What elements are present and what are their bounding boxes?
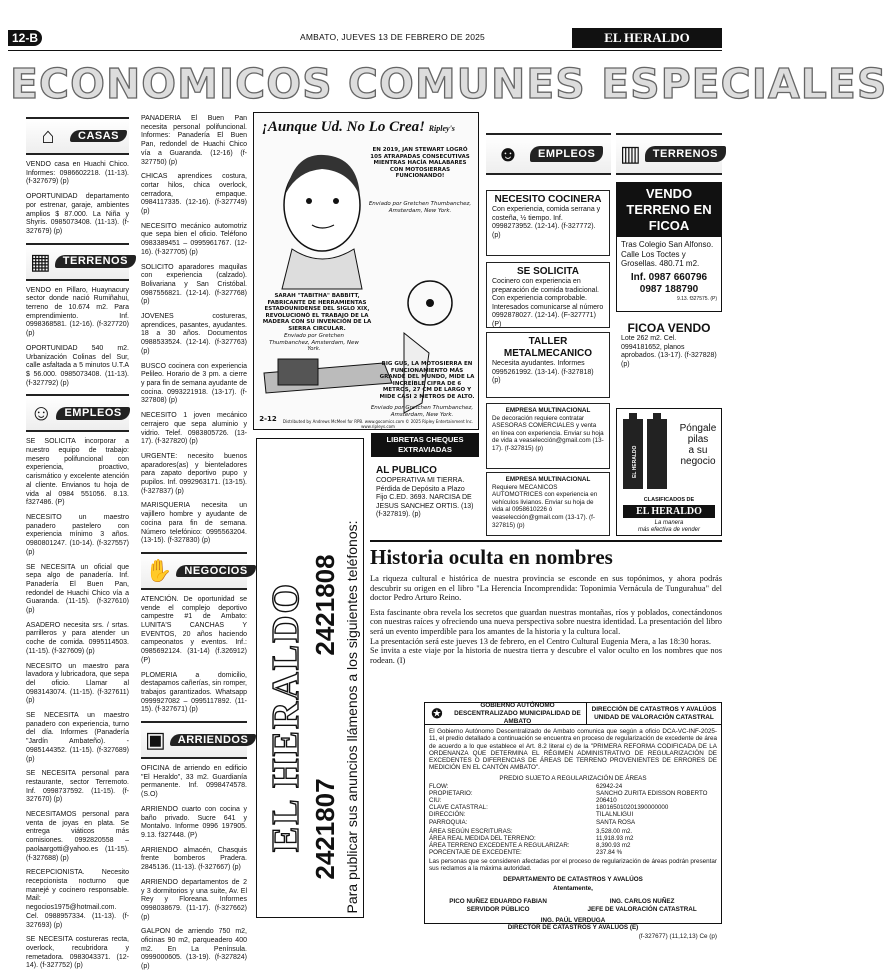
notice-header [425,703,721,725]
cocinera-ad [486,190,610,256]
comic-caption-3: BIG GUS, LA MOTOSIERRA EN FUNCIONAMIENTO MÁS GRANDE DEL MUNDO, MIDE LA INCREÍBLE CIFRA DE 6 METROS, 27 CM DE LARGO Y MIDE CASI 2 METROS DE ALTO. [379,361,475,400]
category-arriendos [141,721,247,759]
signatures-row [429,898,717,913]
newspaper-brand: EL HERALDO [572,28,722,48]
ficoa-ad [616,318,722,402]
al-publico-title: AL PUBLICO [376,465,437,476]
page-number: 12-B [8,30,42,46]
classified-ad: CHICAS aprendices costura, cortar hilos, chica overlock, cerradora, empaque. 0984117335. (12-16). (f-327749) (p) [141,173,247,216]
story-paragraph: La presentación será este jueves 13 de febrero, en el Centro Cultural Eugenia Mera, a las 18:30 horas. [370,636,711,646]
classified-ad: VENDO en Pillaro, Huaynacury sector donde nació Rumiñahui, terreno de 10.674 m2. Para emprendimiento. Inf. 0998368581. (12-16). (f-327720) (p) [26,286,129,338]
category-label: EMPLEOS [56,407,129,420]
row-key: FLOW: [429,783,449,791]
ad-title: FICOA VENDO [627,321,711,335]
table-row [429,811,717,818]
classified-ad: SE SOLICITA incorporar a nuestro equipo de trabajo: mesero polifuncional con experiencia, proactivo, carismático y excelente atención al cliente. Envianos tu hoja de vida al 0984 551056. 8.13. f327486. (P) [26,438,129,507]
vertical-ad-content [265,493,361,941]
vertical-brand: EL HERALDO [265,581,307,853]
row-value: SANCHO ZURITA EDISSON ROBERTO [596,790,708,798]
notice-dept: DIRECCIÓN DE CATASTROS Y AVALÚOS UNIDAD DE VALORACIÓN CATASTRAL [591,705,717,721]
category-terrenos-2 [616,133,722,175]
classified-ad: ARRIENDO cuarto con cocina y baño privado. Sucre 641 y Montalvo. Informe 0996 197905. 9.13. f327448. (P) [141,805,247,839]
row-value: 237.84 % [596,848,623,856]
notice-org: GOBIERNO AUTÓNOMO DESCENTRALIZADO MUNICIPALIDAD DE AMBATO [449,703,587,724]
story-paragraph: Esta fascinante obra revela los secretos que guardan nuestras montañas, ríos y poblados, conectándonos con nuestras raíces y ofreciendo una nueva perspectiva sobre nuestra identidad. La presentación del libro será un evento imperdible para los amantes de la historia y la cultura local. [370,607,722,636]
row-value: 62942-24 [596,783,623,791]
classified-ad: NECESITO un maestro panadero pastelero con experiencia mínimo 3 años. 0980801247. (10-14). (f-327557) (p) [26,513,129,556]
notice-claims: Las personas que se consideren afectadas por el proceso de regularización de áreas podrán presentar sus reclamos a la máxima autoridad. [429,858,717,873]
classified-ad: SE NECESITA costureras recta, overlock, recubridora y remetadora. 0983043371. (12-14). (f-327752) (p) [26,936,129,970]
notice-department: DEPARTAMENTO DE CATASTROS Y AVALÚOS [503,875,643,883]
comic-footer: Distributed by Andrews McMeel for RPB. www.gocomics.com © 2025 Ripley Entertainment Inc. www.ripleys.com [282,419,474,429]
ad-title: SE SOLICITA [516,266,580,277]
comic-caption-2: SARAH "TABITHA" BABBITT, FABRICANTE DE HERRAMIENTAS ESTADOUNIDENSE DEL SIGLO XIX, REVOLUCIONÓ EL TRABAJO DE LA MADERA CON SU INVENCIÓN DE LA SIERRA CIRCULAR. [262,293,372,332]
comic-code: 2-12 [259,415,277,423]
row-value: 11,918.93 m2 [596,834,634,842]
classified-ad: NECESITO 1 joven mecánico cerrajero que sepa aluminio y vidrio. Telef. 0983805726. (13-17). (f-327820) (p) [141,412,247,446]
phone-2: 2421808 [310,554,340,656]
category-label: CASAS [70,130,127,143]
row-key: PORCENTAJE DE EXCEDENTE: [429,848,522,856]
row-key: CIU: [429,797,442,805]
classified-ad: ARRIENDO almacén, Chasquis frente bomberos Pradera. 2845136. (11-13). (f-327667) (p) [141,846,247,872]
classified-ad: MARISQUERIA necesita un vajillero hombre y ayudante de cocina para fin de semana. Número telefónico: 0995563204. (13-15). (f-327830) (p) [141,502,247,545]
category-label: EMPLEOS [530,146,603,162]
classified-ad: PLOMERIA a domicilio, destapamos cañerías, sin romper, trabajos garantizados. Whatsapp 0999927082 – 0995117892. (11-15). (f-327671) (p) [141,671,247,714]
row-key: CLAVE CATASTRAL: [429,804,488,812]
category-terrenos [26,243,129,281]
al-publico-text: COOPERATIVA MI TIERRA. Pérdida de Depósito a Plazo Fijo C.ED. 3693. NARCISA DE JESUS SANCHEZ ORTIS. (13) (f-327819). (p) [376,477,474,519]
handshake-icon: ✋ [145,557,173,583]
comic-title: ¡Aunque Ud. No Lo Crea! Ripley's [262,119,455,135]
house-icon: ⌂ [41,123,55,148]
category-negocios [141,552,247,590]
issue-date: AMBATO, JUEVES 13 DE FEBRERO DE 2025 [300,32,485,42]
row-value: 206410 [596,797,617,805]
cheques-header: LIBRETAS CHEQUES EXTRAVIADAS [371,433,479,457]
classified-ad: SE NECESITA un maestro panadero con experiencia, turno del día. Informes (Panadería "Jardín Ambateño). - 0985144352. (11-15). (f-327689) (p) [26,712,129,763]
vendo-terreno-ad [616,182,722,312]
column-2 [141,115,247,978]
classified-ad: PANADERIA El Buen Pan necesita personal polifuncional. Informes: Panadería El Buen Pan, redondel de Huachi Chico vía a Guaranda. (12-16) (f-327750) (p) [141,115,247,166]
notice-subtitle: PREDIO SUJETO A REGULARIZACIÓN DE ÁREAS [499,774,647,782]
promo-tag: La manera [654,520,684,526]
classified-ad: OPORTUNIDAD departamento por estrenar, garaje, ambientes amplios $ 87.000. La Niña y Shyris. 0985073408. (11-13). (f-327679) (p) [26,193,129,235]
area-table [429,828,717,856]
multinacional-ad-1 [486,403,610,469]
section-banner: ECONOMICOS COMUNES ESPECIALES [10,60,887,108]
story-paragraph: La riqueza cultural e histórica de nuestra provincia se esconde en sus topónimos, y ahora podrás descubrir su origen en el libro "La Herencia Incomprendida: Toponimia Vernácula de Tungurahua" del doctor Pedro Arturo Reino. [370,574,722,603]
ad-text: Con experiencia, comida serrana y costeña, ½ tiempo. Inf. 0998273952. (12-14). (f-327772). (p) [492,206,601,239]
story-title: Historia oculta en nombres [370,545,613,569]
signer-role: JEFE DE VALORACIÓN CATASTRAL [587,905,697,913]
classified-ad: URGENTE: necesito buenos aparadores(as) y bienteladores para zapato deportivo pupo y pupilos. Inf. 0992963171. (13-15). (f-327837) (p) [141,452,247,495]
classified-ad: OFICINA de arriendo en edificio "El Heraldo", 33 m2. Guardianía permanente. Inf. 0998474578. (S.O) [141,765,247,799]
taller-ad [486,332,610,398]
promo-line: a su [688,445,708,456]
classified-ad: JOVENES costureras, aprendices, pasantes, ayudantes. 18 a 30 años. Documentos 0988533524. (12-14). (f-327763) (p) [141,313,247,355]
comic-caption-1: EN 2019, JAN STEWART LOGRÓ 105 ATRAPADAS CONSECUTIVAS MIENTRAS HACÍA MALABARES CON MOTOSIERRAS FUNCIONANDO! [370,147,470,180]
table-row [429,842,717,849]
row-value: 8,390.93 m2 [596,841,631,849]
classified-ad: ATENCIÓN. De oportunidad se vende el complejo deportivo campestre #1 de Ambato: LUNITA'S CANCHAS Y EVENTOS, 20 años haciendo campeonatos y eventos. Inf.: 0985692124. (31-14) (f.326912)(P) [141,595,247,664]
vertical-prompt: Para publicar sus anuncios llámenos a los siguientes teléfonos: [344,520,360,914]
notice-intro: El Gobierno Autónomo Descentralizado de Ambato comunica que según a oficio DCA-VC-INF-2025-11, el predio detallado a continuación se encuentra en proceso de regularización de excedente de área de acuerdo a lo que establece el Art. 8.2 literal c) de la "PRIMERA REFORMA CODIFICADA DE LA ORDENANZA QUE DETERMINA EL RÉGIMEN ADMINISTRATIVO DE REGULARIZACIÓN DE EXCEDENTES O DIFERENCIAS DE ÁREAS DE TERRENO PROVENIENTES DE ERRORES DE MEDICIÓN EN EL CANTÓN AMBATO". [429,728,717,772]
promo-tagline [617,520,721,534]
signer-name: ING. CARLOS NUÑEZ [609,898,675,906]
multinacional-ad-2 [486,472,610,536]
seal-icon: ✪ [431,705,443,721]
classified-ad: OPORTUNIDAD 540 m2. Urbanización Colinas del Sur, calle asfaltada a 5 minutos U.T.A $ 56.000. 0985073408. (11-13). (f-327792) (p) [26,344,129,387]
battery-label: EL HERALDO [632,445,638,478]
row-value: SANTA ROSA [596,818,636,826]
classified-ad: NECESITO un maestro para lavadora y lubricadora, que sepa del oficio. Llamar al 0983143074. (11-15). (f-327611) (p) [26,662,129,705]
ad-title: VENDO TERRENO EN FICOA [617,183,721,237]
clasificados-promo [616,408,722,536]
row-value: TILALNLIGUI [596,811,634,819]
row-key: ÁREA TERRENO EXCEDENTE A REGULARIZAR: [429,841,570,849]
signature-2 [588,898,697,913]
row-key: PROPIETARIO: [429,790,473,798]
row-key: ÁREA SEGÚN ESCRITURAS: [429,827,513,835]
ad-text: Lote 262 m2. Cel. 0994181652, planos aprobados. (13-17). (f-327828) (p) [621,335,717,368]
comic-credit-1: Enviado por Gretchen Thumbanchez, Amsterdam, New York. [368,201,472,214]
category-label: TERRENOS [645,146,726,162]
ad-address: Tras Colegio San Alfonso. Calle Los Toctes y Grosellas. 480.71 m2. [621,240,714,268]
classified-ad: SE NECESITA personal para restaurante, sector Terremoto. Inf. 0998737592. (11-15). (f-327670) (p) [26,770,129,804]
ad-ref: 9.13. f327575. (P) [676,295,717,302]
signer-role: DIRECTOR DE CATASTROS Y AVALÚOS (E) [507,924,639,932]
ad-title: TALLER METALMECANICO [503,336,593,359]
table-row [429,835,717,842]
signature-3 [429,917,717,932]
ad-text: De decoración requiere contratar ASESORAS COMERCIALES y venta en línea con experiencia. Enviar su hoja de vida a veaselección@gmail.com (13-17). (f-327815) (p) [492,414,604,452]
promo-line: negocio [680,456,716,467]
solicita-ad [486,262,610,328]
ad-phone-2: 0987 188790 [639,283,699,295]
ad-text: Cocinero con experiencia en preparación de comida tradicional. Con experiencia comprobable. Interesados comunicarse al número 0992878027. (12-14). (F-327771) (P) [492,278,604,328]
row-key: ÁREA REAL MEDIDA DEL TERRENO: [429,834,536,842]
worker-icon: ☺ [30,400,53,426]
heraldo-phone-ad [256,438,364,918]
category-label: TERRENOS [55,255,136,268]
table-row [429,783,717,790]
category-label: NEGOCIOS [176,565,255,578]
promo-slogan [675,423,721,467]
classified-ad: BUSCO cocinera con experiencia Pelileo. Horario de 3 pm. a cierre y para fin de semana ayudante de cocina. 0993221918. (13-17). (f-327808) (p) [141,362,247,405]
notice-ref: (f-327677) (11,12,13) Ce (p) [638,933,717,941]
classified-ad: ARRIENDO departamentos de 2 y 3 dormitorios y una suite, Av. El Rey y Floreana. Informes 0998038679. (11-17). (f-327662) (p) [141,878,247,921]
category-empleos [26,394,129,432]
ad-title: EMPRESA MULTINACIONAL [505,476,591,483]
signer-name: ING. PAÚL VERDUGA [540,916,606,924]
car-icon: ▣ [145,727,166,753]
classified-ad: NECESITAMOS personal para venta de joyas en plata. Se entrega viáticos más comisiones. 0992820558 – paolaargotti@yahoo.es (11-15). (f-327688) (p) [26,811,129,862]
property-table [429,783,717,826]
municipal-notice [424,701,722,941]
classified-ad: NECESITO mecánico automotriz que sepa bien el oficio. Teléfono 0983389451 – 0995961767. (12-16). (f-327705) (p) [141,222,247,256]
promo-line: pilas [687,434,709,445]
worker-icon: ☻ [496,141,520,166]
comic-credit-3: Enviado por Gretchen Thumbanchez, Amsterdam, New York. [370,405,474,418]
signature-1 [449,898,547,913]
signer-role: SERVIDOR PÚBLICO [466,905,530,913]
row-value: 180165010201390000000 [596,804,669,812]
comic-credit-2: Enviado por Gretchen Thumbanchez, Amsterdam, New York. [269,333,359,353]
column-1 [26,115,129,977]
classified-ad: RECEPCIONISTA. Necesito recepcionista nocturno que manejé y cocinero responsable. Mail: negocios1975@hotmail.com. Cel. 0988957334. (11-13). (f-327693) (p) [26,869,129,929]
row-key: DIRECCIÓN: [429,811,466,819]
promo-line: Póngale [679,423,717,434]
ad-text: Necesita ayudantes. Informes 0995261992. (13-14). (f-327818) (p) [492,360,594,385]
notice-body [425,725,721,944]
classified-ad: VENDO casa en Huachi Chico. Informes: 0986602218. (11-13). (f-327679) (p) [26,161,129,186]
promo-tag: más efectiva de vender [637,527,701,533]
phone-1: 2421807 [310,778,340,880]
signer-name: PICO NUÑEZ EDUARDO FABIAN [449,898,547,906]
classified-ad: ASADERO necesita srs. / srtas. parrilleros y para atender un coche de comida. 0995114503. (11-15). (f-327609) (p) [26,621,129,655]
classified-ad: SE NECESITA un oficial que sepa algo de panadería. Inf. Panadería El Buen Pan, redondel de Huachi Chico vía a Guaranda. (11-15). (f-327610) (p) [26,563,129,615]
news-story [370,540,722,692]
al-publico-ad [371,462,479,536]
land-icon: ▦ [30,248,51,274]
classified-ad: GALPON de arriendo 750 m2, oficinas 90 m2, parqueadero 400 m2. En La Península. 0999000605. (13-19). (f-327824) (p) [141,928,247,971]
land-icon: ▥ [620,141,641,166]
table-row [429,828,717,835]
ad-text: Requiere MECANICOS AUTOMOTRICES con experiencia en vehículos livianos. Enviar su hoja de vida al 0958610226 ó veaselección@gmail.com (13-17). (f-327815) (p) [492,483,598,529]
category-casas [26,117,129,155]
category-empleos-2 [486,133,611,175]
table-row [429,849,717,856]
row-value: 3,528.00 m2. [596,827,633,835]
table-row [429,790,717,797]
table-row [429,797,717,804]
classified-ad: SOLICITO aparadores maquilas con experiencia (calzado). Bolivariana y San Cristóbal. 0987556821. (12-14). (f-327768) (p) [141,263,247,306]
promo-brand: EL HERALDO [623,505,715,518]
ad-title: NECESITO COCINERA [494,194,602,205]
story-paragraph: Se invita a este viaje por la historia de nuestra tierra y descubre el valor oculto en los nombres que nos rodean. (I) [370,646,722,665]
table-row [429,804,717,811]
ripleys-comic [253,112,479,430]
category-label: ARRIENDOS [170,734,257,747]
promo-class: CLASIFICADOS DE [643,497,695,503]
vertical-phones [309,493,341,941]
notice-regards: Atentamente, [553,884,593,892]
ad-phone-1: Inf. 0987 660796 [630,271,708,283]
header-rule [8,50,722,51]
row-key: PARROQUIA: [429,818,468,826]
table-row [429,819,717,826]
ad-title: EMPRESA MULTINACIONAL [505,407,591,414]
